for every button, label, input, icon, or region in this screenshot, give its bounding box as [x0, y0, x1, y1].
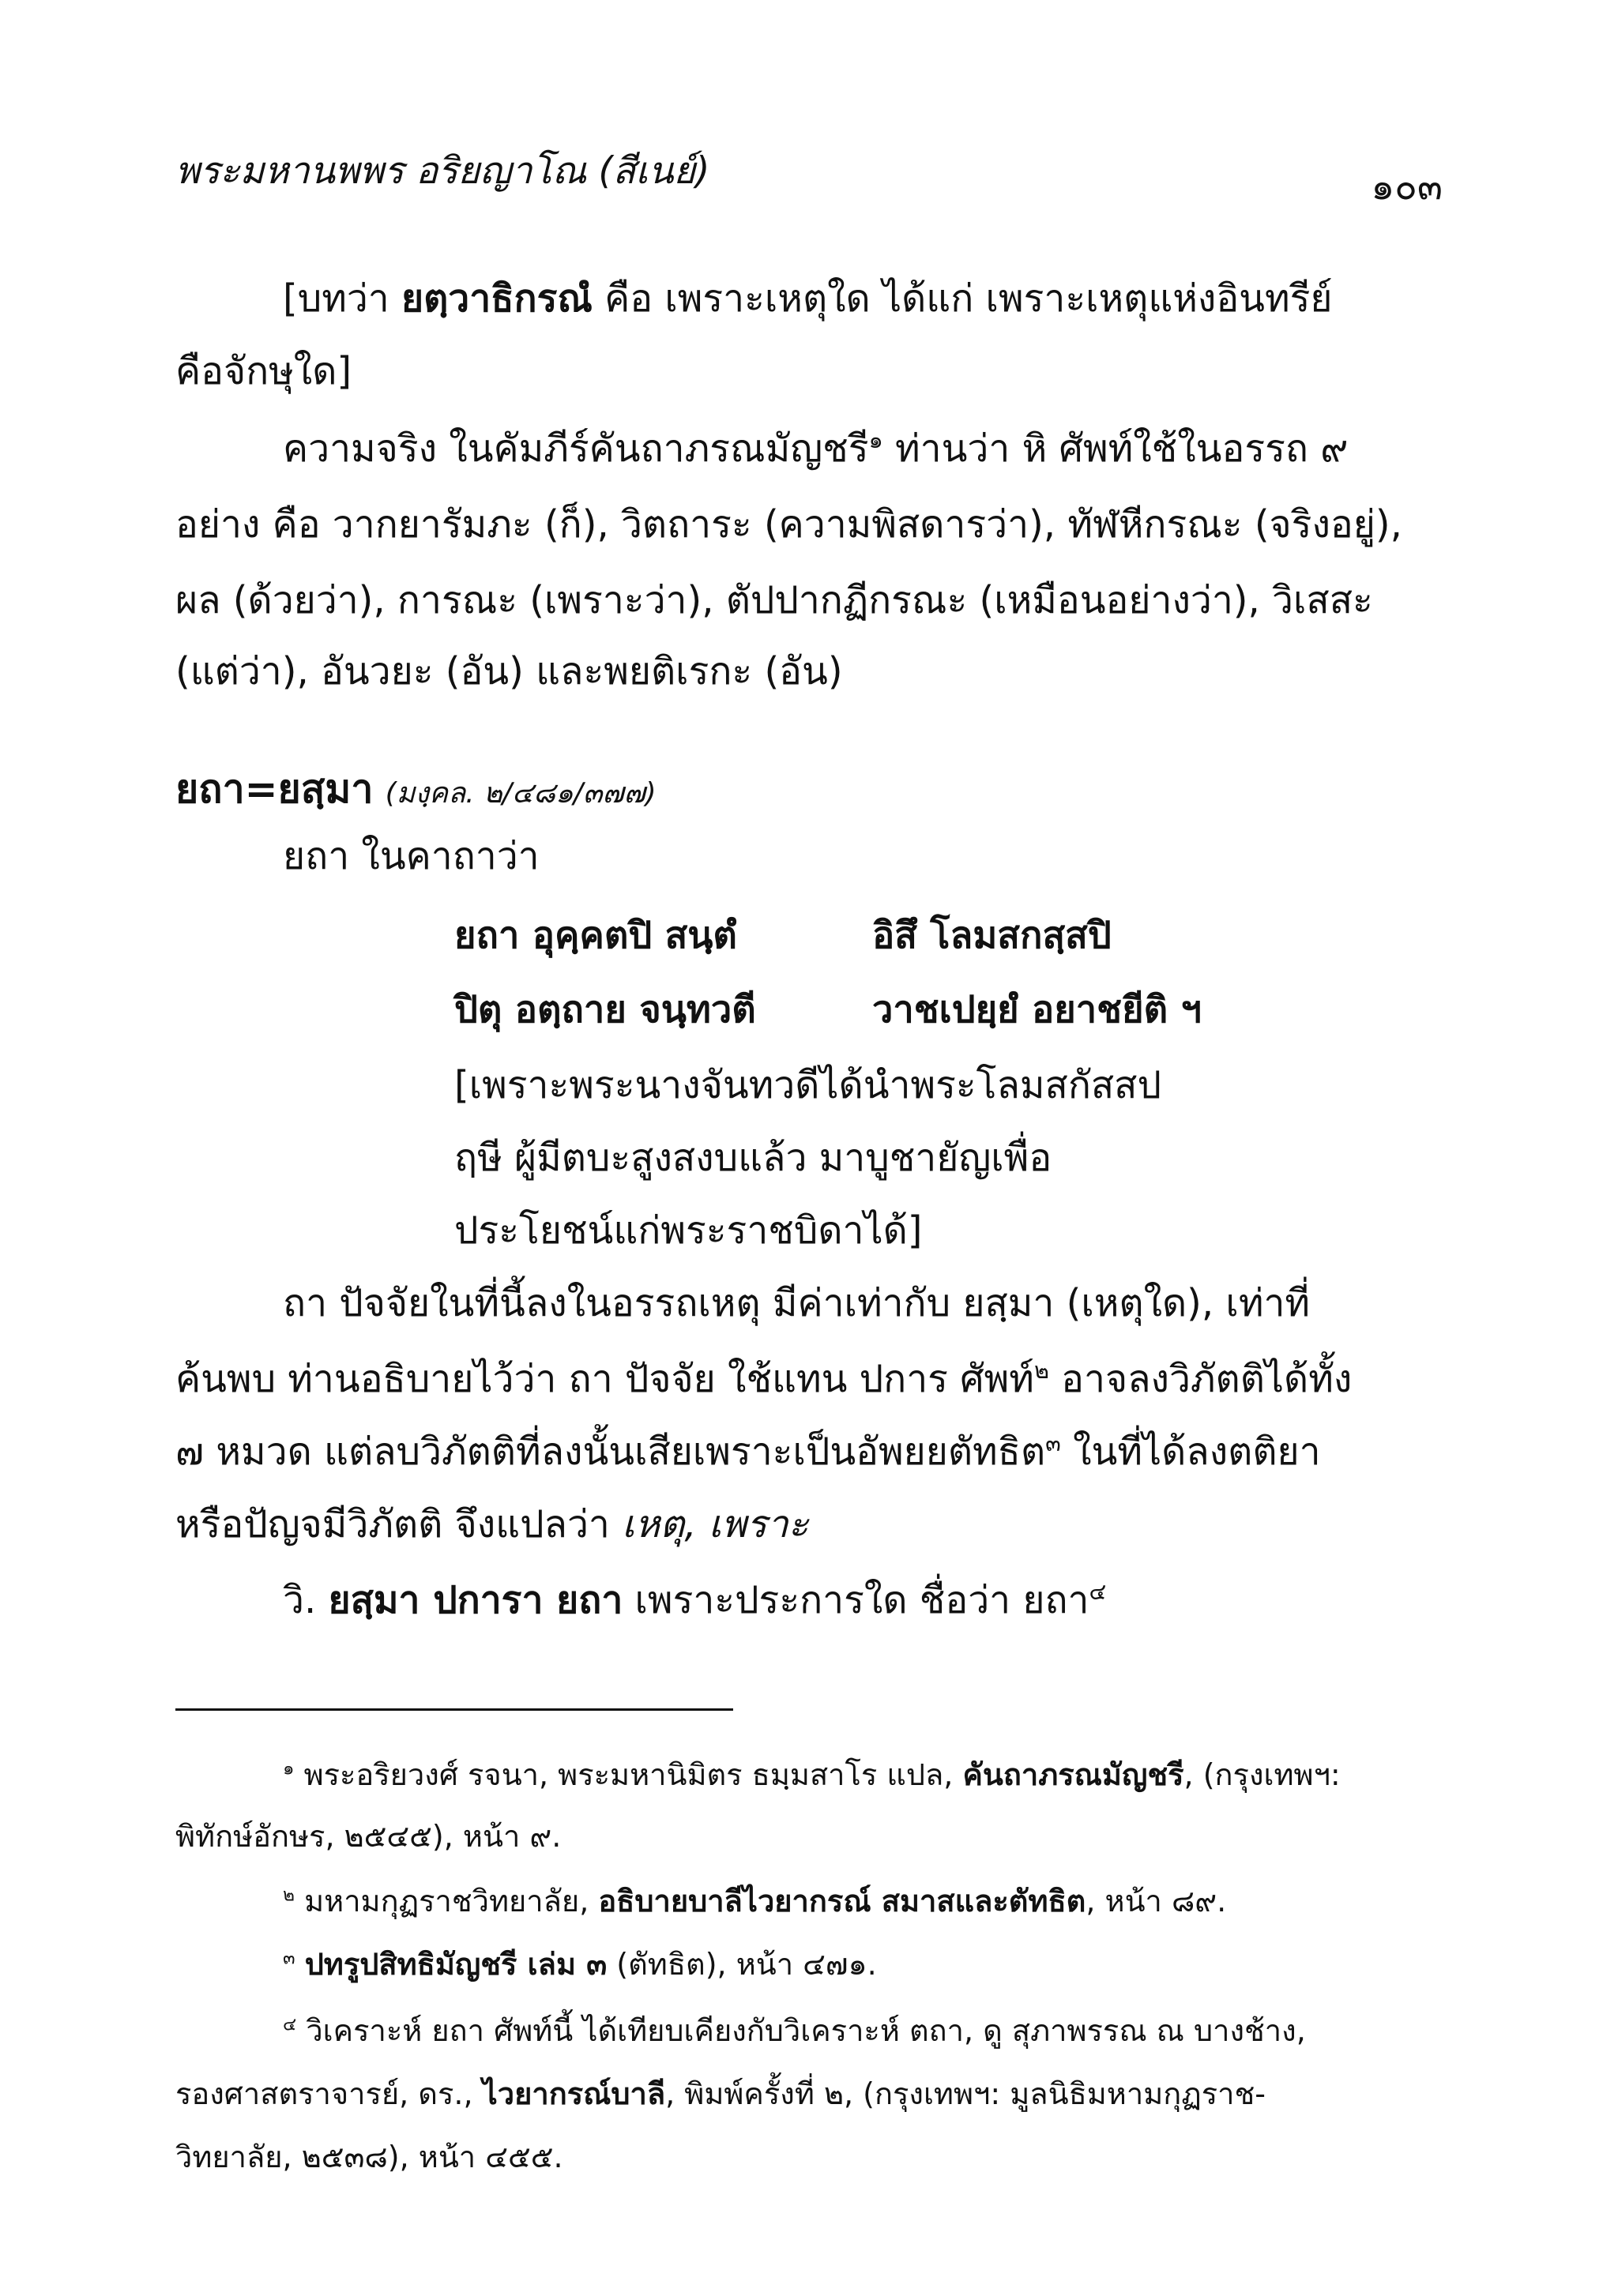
text: วิ.: [283, 1578, 329, 1622]
pali-phrase: ยสฺมา ปการา ยถา: [328, 1578, 623, 1622]
footnote-number: ๔: [283, 2014, 297, 2035]
para4-line1: [283, 1570, 1552, 1630]
footnote-4-line2: [175, 2069, 1444, 2118]
text: (ตัทธิต), หน้า ๔๗๑.: [607, 1947, 877, 1982]
text: ท่านว่า หิ ศัพท์ใช้ในอรรถ ๙: [882, 427, 1349, 471]
text: ในที่ได้ลงตติยา: [1060, 1430, 1321, 1474]
para2-line1: [283, 419, 1552, 479]
footnote-2: [283, 1877, 1552, 1925]
verse-row1-col2: อิสึ โลมสกสฺสปิ: [872, 914, 1112, 957]
para2-line3: ผล (ด้วยว่า), การณะ (เพราะว่า), ตัปปากฏีกรณะ (เหมือนอย่างว่า), วิเสสะ: [175, 578, 1373, 622]
translation-line2: ฤษี ผู้มีตบะสูงสงบแล้ว มาบูชายัญเพื่อ: [454, 1136, 1052, 1180]
text: ความจริง ในคัมภีร์คันถาภรณมัญชรี: [283, 427, 869, 471]
footnote-1-line1: [283, 1750, 1552, 1798]
section-intro: ยถา ในคาถาว่า: [283, 834, 540, 878]
text: พระอริยวงศ์ รจนา, พระมหานิมิตร ธมฺมสาโร แปล,: [294, 1757, 963, 1792]
text: วิเคราะห์ ยถา ศัพท์นี้ ได้เทียบเคียงกับวิเคราะห์ ตถา, ดู สุภาพรรณ ณ บางช้าง,: [296, 2013, 1306, 2048]
footnote-marker: ๑: [868, 427, 883, 453]
book-title: อธิบายบาลีไวยากรณ์ สมาสและตัทธิต: [598, 1884, 1086, 1918]
footnote-1-line2: พิทักษ์อักษร, ๒๕๔๕), หน้า ๙.: [175, 1819, 562, 1854]
section-heading: [175, 758, 1444, 821]
footnote-4-line3: วิทยาลัย, ๒๕๓๘), หน้า ๔๕๕.: [175, 2140, 563, 2174]
para2-line2: อย่าง คือ วากยารัมภะ (ก็), วิตถาระ (ความพิสดารว่า), ทัฬหีกรณะ (จริงอยู่),: [175, 502, 1402, 547]
verse-row1-col1: ยถา อุคฺคตปิ สนฺตํ: [454, 914, 737, 957]
text: คือ เพราะเหตุใด ได้แก่ เพราะเหตุแห่งอินทรีย์: [592, 276, 1333, 321]
text: เพราะประการใด ชื่อว่า ยถา: [623, 1578, 1089, 1622]
book-title: คันถาภรณมัญชรี: [962, 1757, 1184, 1792]
footnote-number: ๑: [283, 1758, 295, 1779]
running-header-title: พระมหานพพร อริยญาโณ (สีเนย์): [175, 149, 710, 193]
text: [บทว่า: [283, 276, 401, 321]
footnote-marker: ๔: [1089, 1578, 1107, 1605]
para2-line4: (แต่ว่า), อันวยะ (อัน) และพยติเรกะ (อัน): [175, 649, 843, 693]
text: อาจลงวิภัตติได้ทั้ง: [1048, 1357, 1353, 1401]
footnote-number: ๒: [283, 1885, 295, 1906]
text: ค้นพบ ท่านอธิบายไว้ว่า ถา ปัจจัย ใช้แทน ปการ ศัพท์: [175, 1357, 1034, 1401]
book-title: ไวยากรณ์บาลี: [482, 2076, 666, 2111]
verse-row2-col2: วาชเปยฺยํ อยาชยีติ ฯ: [872, 988, 1202, 1032]
text: , พิมพ์ครั้งที่ ๒, (กรุงเทพฯ: มูลนิธิมหามกุฏราช-: [665, 2076, 1266, 2111]
pali-term: ยตฺวาธิกรณํ: [401, 276, 593, 321]
text: ๗ หมวด แต่ลบวิภัตติที่ลงนั้นเสียเพราะเป็นอัพยยตัทธิต: [175, 1430, 1046, 1474]
para1-line1: [283, 269, 1552, 329]
para3-line3: [175, 1422, 1444, 1482]
para3-line1: ถา ปัจจัยในที่นี้ลงในอรรถเหตุ มีค่าเท่ากับ ยสฺมา (เหตุใด), เท่าที่: [283, 1281, 1311, 1325]
para3-line4: [175, 1494, 1444, 1554]
footnote-3: [283, 1940, 1552, 1988]
translation-line1: [เพราะพระนางจันทวดีได้นำพระโลมสกัสสป: [454, 1063, 1161, 1107]
para1-line2: คือจักษุใด]: [175, 349, 352, 393]
text: รองศาสตราจารย์, ดร.,: [175, 2076, 483, 2111]
text: , หน้า ๘๙.: [1086, 1884, 1227, 1918]
page-number: ๑๐๓: [1371, 165, 1443, 209]
footnote-4-line1: [283, 2006, 1552, 2054]
footnote-marker: ๓: [1045, 1430, 1061, 1456]
text: , (กรุงเทพฯ:: [1183, 1757, 1341, 1792]
book-title: ปทรูปสิทธิมัญชรี เล่ม ๓: [304, 1947, 608, 1982]
heading-reference: (มงฺคล. ๒/๔๘๑/๓๗๗): [385, 777, 657, 810]
verse-row2-col1: ปิตุ อตฺถาย จนฺทวตี: [454, 988, 756, 1032]
para3-line2: [175, 1349, 1444, 1409]
text: [295, 1947, 305, 1982]
italic-gloss: เหตุ, เพราะ: [622, 1502, 809, 1546]
text: มหามกุฏราชวิทยาลัย,: [295, 1884, 599, 1918]
text: หรือปัญจมีวิภัตติ จึงแปลว่า: [175, 1502, 623, 1546]
translation-line3: ประโยชน์แก่พระราชบิดาได้]: [454, 1208, 923, 1253]
footnote-marker: ๒: [1033, 1357, 1049, 1384]
heading-term: ยถา=ยสฺมา: [175, 766, 374, 812]
footnote-number: ๓: [283, 1948, 295, 1969]
footnote-divider: [175, 1708, 733, 1711]
